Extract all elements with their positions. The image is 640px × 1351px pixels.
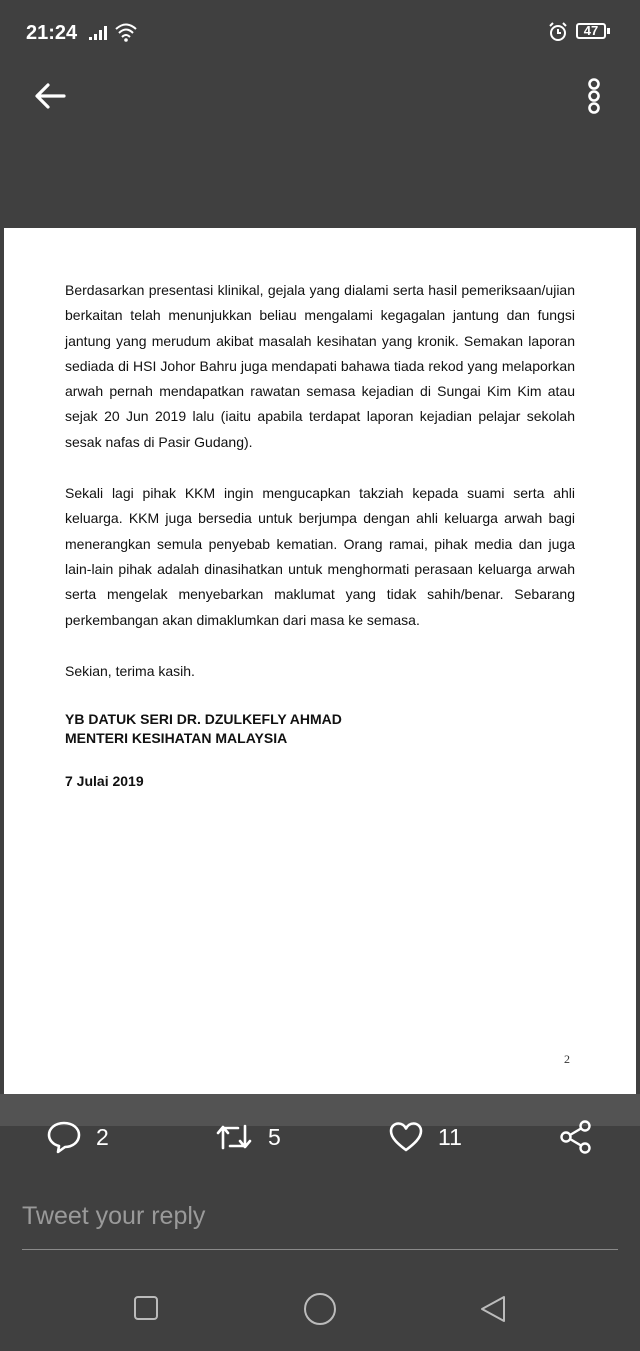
battery-indicator: 47 xyxy=(576,23,606,39)
share-button[interactable] xyxy=(558,1110,594,1164)
paragraph-closing: Sekian, terima kasih. xyxy=(65,662,195,679)
document-date: 7 Julai 2019 xyxy=(65,773,144,790)
wifi-icon xyxy=(114,22,138,42)
signature-name: YB DATUK SERI DR. DZULKEFLY AHMAD xyxy=(65,711,342,728)
paragraph-2: Sekali lagi pihak KKM ingin mengucapkan takziah kepada suami serta ahli keluarga. KKM juga bersedia untuk berjumpa dengan ahli keluarga arwah bagi menerangkan semula penyebab kematian. Orang ramai, pihak media dan juga lain-lain pihak adalah dinasihatkan untuk menghormati perasaan keluarga arwah serta mengelak menyebarkan maklumat yang tidak sahih/benar. Sebarang perkembangan akan dimaklumkan dari masa ke semasa. xyxy=(65,485,575,628)
speech-bubble-icon xyxy=(46,1120,82,1154)
like-button[interactable] xyxy=(388,1110,462,1164)
reply-button[interactable] xyxy=(46,1110,109,1164)
home-circle-icon[interactable] xyxy=(302,1291,338,1327)
retweet-count: 5 xyxy=(268,1123,281,1150)
status-bar xyxy=(0,0,640,64)
recents-square-icon[interactable] xyxy=(132,1294,160,1322)
document-image[interactable] xyxy=(4,228,636,1094)
back-triangle-icon[interactable] xyxy=(478,1294,508,1324)
like-count: 11 xyxy=(438,1123,462,1150)
tweet-actions xyxy=(0,1110,640,1170)
page-number: 2 xyxy=(564,1052,570,1066)
alarm-icon xyxy=(548,22,568,42)
reply-underline xyxy=(22,1249,618,1250)
signal-icon xyxy=(89,26,109,40)
status-time: 21:24 xyxy=(26,22,78,44)
retweet-button[interactable] xyxy=(214,1110,281,1164)
reply-count: 2 xyxy=(96,1123,109,1150)
battery-cap xyxy=(607,28,610,34)
signature-title: MENTERI KESIHATAN MALAYSIA xyxy=(65,730,288,747)
retweet-icon xyxy=(214,1122,254,1152)
system-nav-bar xyxy=(0,1268,640,1351)
share-icon xyxy=(558,1119,594,1155)
more-vertical-icon[interactable] xyxy=(580,76,608,120)
arrow-left-icon[interactable] xyxy=(30,78,70,114)
reply-input[interactable]: Tweet your reply xyxy=(22,1202,206,1230)
heart-icon xyxy=(388,1121,424,1153)
document-text xyxy=(65,278,575,794)
signature-block xyxy=(65,710,575,748)
paragraph-1: Berdasarkan presentasi klinikal, gejala yang dialami serta hasil pemeriksaan/ujian berkaitan telah menunjukkan beliau mengalami kegagalan jantung dan fungsi jantung yang merudum akibat masalah kesihatan yang kronik. Semakan laporan sediada di HSI Johor Bahru juga mendapati bahawa tiada rekod yang melaporkan arwah pernah mendapatkan rawatan semasa kejadian di Sungai Kim Kim atau sejak 20 Jun 2019 lalu (iaitu apabila terdapat laporan kejadian pelajar sekolah sesak nafas di Pasir Gudang). xyxy=(65,282,575,450)
